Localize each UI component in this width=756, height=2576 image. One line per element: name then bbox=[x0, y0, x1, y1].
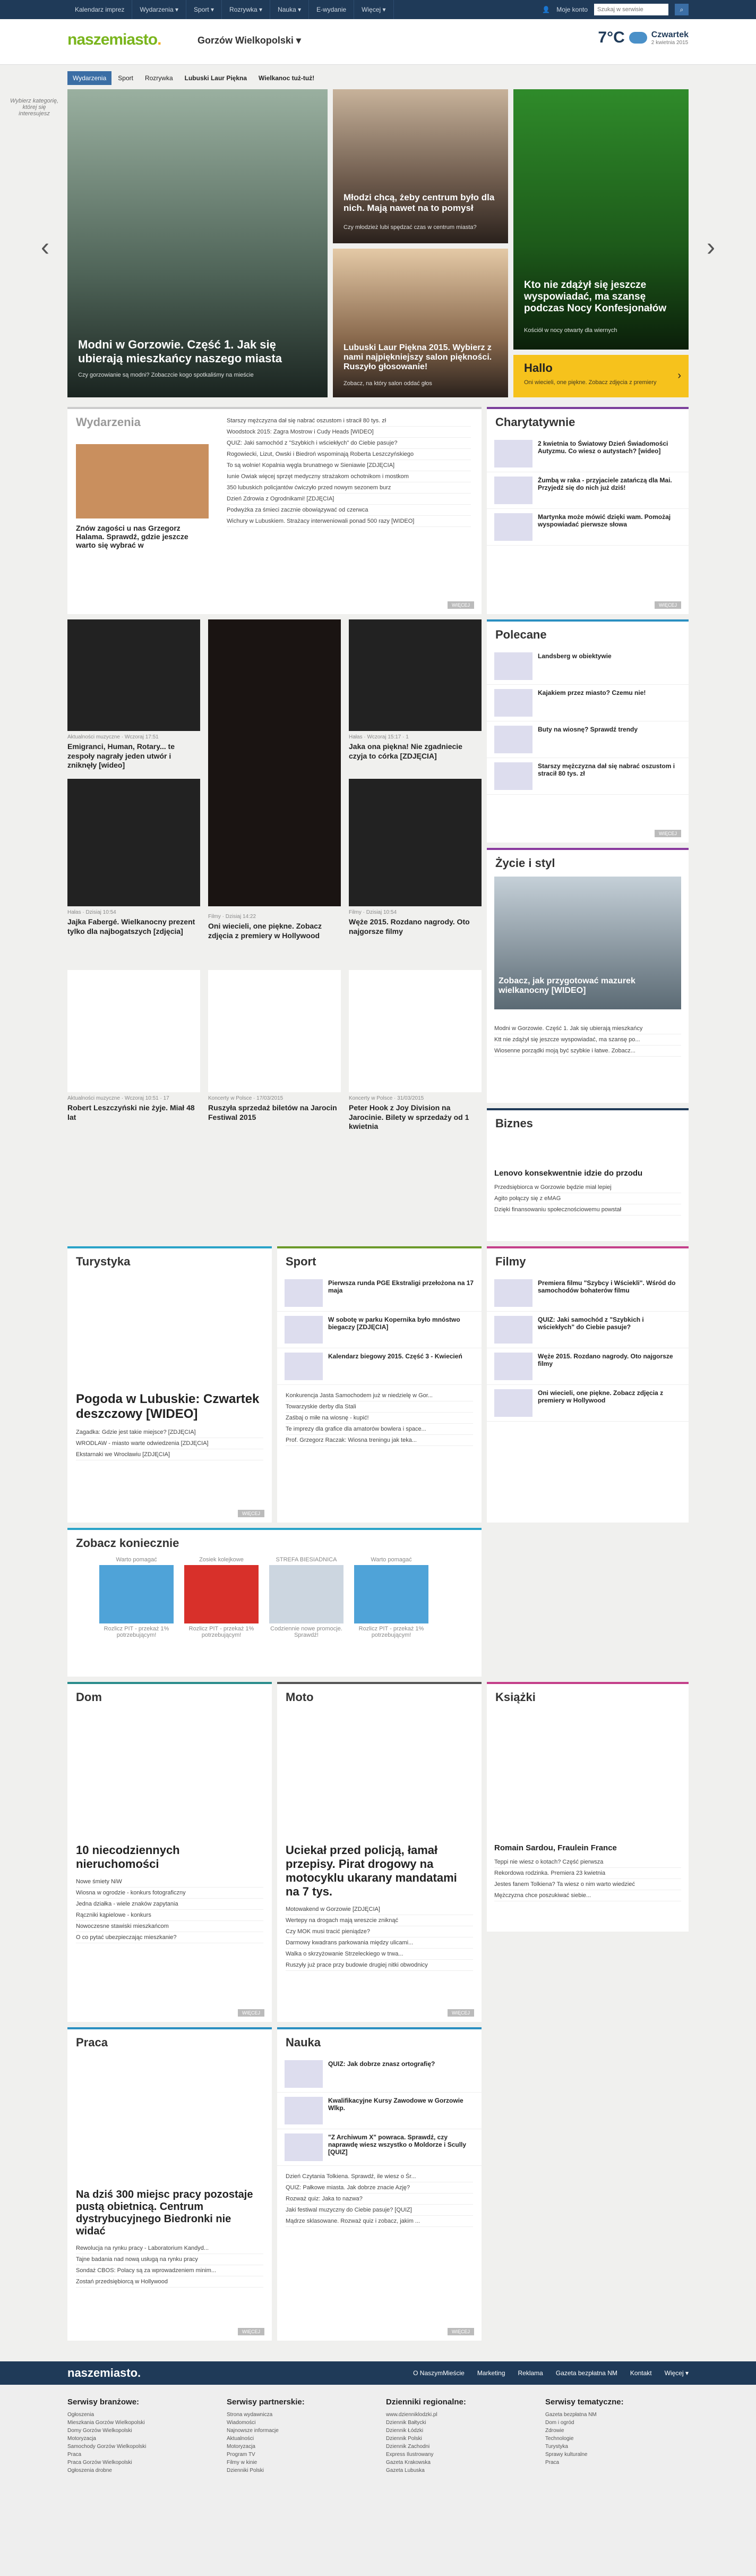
more-button[interactable]: WIĘCEJ bbox=[238, 2009, 264, 2017]
section-heading: Zobacz koniecznie bbox=[67, 1528, 482, 1557]
section-wydarzenia bbox=[67, 407, 482, 614]
list-item[interactable]: 2 kwietnia to Światowy Dzień Świadomości Autyzmu. Co wiesz o autystach? [wideo] bbox=[487, 436, 689, 472]
cloud-rain-icon bbox=[629, 32, 647, 44]
grid-card[interactable]: Aktualności muzyczne · Wczoraj 10:51 · 17 Robert Leszczyński nie żyje. Miał 48 lat bbox=[67, 970, 200, 1122]
more-button[interactable]: WIĘCEJ bbox=[448, 601, 474, 609]
section-heading: Książki bbox=[487, 1682, 689, 1711]
list-item[interactable]: Jestes fanem Tolkiena? Ta wiesz o nim warto wiedzieć bbox=[494, 1879, 681, 1890]
list-item[interactable]: Wiosenne porządki moją być szybkie i łatwe. Zobacz... bbox=[494, 1045, 681, 1057]
search-icon: ⌕ bbox=[680, 6, 684, 13]
list-item[interactable]: Węże 2015. Rozdano nagrody. Oto najgorsze filmy bbox=[487, 1348, 689, 1385]
footer-bar bbox=[0, 2361, 756, 2385]
list-item[interactable]: Konkurencja Jasta Samochodem już w niedzielę w Gor... bbox=[286, 1390, 473, 1401]
box-charytatywnie bbox=[487, 407, 689, 614]
footer-item[interactable]: Program TV bbox=[227, 2452, 255, 2458]
tab-rozrywka[interactable]: Rozrywka bbox=[144, 74, 173, 82]
list-item[interactable]: Teppi nie wiesz o kotach? Część pierwsza bbox=[494, 1857, 681, 1868]
grid-card[interactable]: Filmy · Dzisiaj 10:54 Węże 2015. Rozdano nagrody. Oto najgorsze filmy bbox=[349, 779, 482, 936]
hero-main[interactable] bbox=[67, 89, 328, 397]
list-item[interactable]: WRODLAW - miasto warte odwiedzenia [ZDJĘCIA] bbox=[76, 1438, 263, 1449]
list-item[interactable]: To są wolnie! Kopalnia węgla brunatnego w Sieniawie [ZDJĘCIA] bbox=[227, 460, 471, 471]
weather-date: 2 kwietnia 2015 bbox=[651, 39, 689, 46]
list-item[interactable]: Starszy mężczyzna dał się nabrać oszustom i stracił 80 tys. zł bbox=[487, 758, 689, 795]
hero-promo[interactable] bbox=[513, 355, 689, 397]
list-item[interactable]: Rewolucja na rynku pracy - Laboratorium Kandyd... bbox=[76, 2243, 263, 2254]
hero-tile-4[interactable] bbox=[513, 89, 689, 350]
more-button[interactable]: WIĘCEJ bbox=[655, 601, 681, 609]
section-heading: Polecane bbox=[487, 619, 689, 648]
tab-wydarzenia[interactable]: Wydarzenia bbox=[67, 71, 111, 85]
top-bar bbox=[0, 0, 756, 19]
list-item[interactable]: Rogowiecki, Lizut, Owski i Biedroń wspominają Roberta Leszczyńskiego bbox=[227, 449, 471, 460]
site-footer bbox=[0, 2361, 756, 2576]
footer-item[interactable]: Wiadomości bbox=[227, 2420, 256, 2426]
list-item[interactable]: QUIZ: Jak dobrze znasz ortografię? bbox=[277, 2056, 482, 2093]
list-item[interactable]: Ruszyły już prace przy budowie drugiej nitki obwodnicy bbox=[286, 1960, 473, 1971]
ksiazki-title[interactable]: Romain Sardou, Fraulein France bbox=[494, 1843, 617, 1852]
section-heading: Filmy bbox=[487, 1246, 689, 1275]
footer-item[interactable]: Ogłoszenia bbox=[67, 2412, 94, 2418]
weather-widget[interactable] bbox=[598, 29, 689, 47]
dom-title[interactable]: 10 niecodziennych nieruchomości bbox=[76, 1843, 180, 1871]
list-item[interactable]: Wertepy na drogach mają wreszcie zniknąć bbox=[286, 1915, 473, 1926]
section-moto bbox=[277, 1682, 482, 2022]
hero-tile-3-title: Lubuski Laur Piękna 2015. Wybierz z nami najpiękniejszy salon piękności. Ruszyło głosowanie! bbox=[343, 343, 492, 371]
section-heading: Nauka bbox=[277, 2027, 482, 2056]
section-heading: Wydarzenia bbox=[67, 407, 482, 436]
biznes-title[interactable]: Lenovo konsekwentnie idzie do przodu bbox=[494, 1169, 643, 1178]
footer-item[interactable]: Domy Gorzów Wielkopolski bbox=[67, 2428, 132, 2434]
section-nauka bbox=[277, 2027, 482, 2341]
top-nav-item[interactable]: Kalendarz imprez bbox=[67, 0, 132, 19]
list-item[interactable]: Zostań przedsiębiorcą w Hollywood bbox=[76, 2276, 263, 2288]
list-item[interactable]: Oni wiecieli, one piękne. Zobacz zdjęcia z premiery w Hollywood bbox=[487, 1385, 689, 1422]
footer-link[interactable]: Reklama bbox=[518, 2369, 543, 2377]
footer-item[interactable]: Dziennik Zachodni bbox=[386, 2444, 430, 2450]
list-item[interactable]: QUIZ: Jaki samochód z "Szybkich i wściekłych" do Ciebie pasuje? bbox=[227, 438, 471, 449]
box-polecane bbox=[487, 619, 689, 843]
list-item[interactable]: Jedna działka - wiele znaków zapytania bbox=[76, 1899, 263, 1910]
sport-list bbox=[286, 1390, 473, 1446]
box-ksiazki bbox=[487, 1682, 689, 1932]
grid-card[interactable]: Aktualności muzyczne · Wczoraj 17:51 Emigranci, Human, Rotary... te zespoły nagrały jeden utwór i zniknęły [wideo] bbox=[67, 619, 200, 770]
list-item[interactable]: Darmowy kwadrans parkowania między ulicami... bbox=[286, 1937, 473, 1949]
hero-tile-3-desc: Zobacz, na który salon oddać głos bbox=[343, 380, 432, 387]
top-right bbox=[542, 0, 689, 19]
hero-main-title: Modni w Gorzowie. Część 1. Jak się ubierają mieszkańcy naszego miasta bbox=[78, 338, 282, 365]
lead-image[interactable] bbox=[76, 444, 209, 518]
list-item[interactable]: Motowakend w Gorzowie [ZDJĘCIA] bbox=[286, 1904, 473, 1915]
list-item[interactable]: Woodstock 2015: Zagra Mostrow i Cudy Heads [WIDEO] bbox=[227, 427, 471, 438]
footer-item[interactable]: Dziennik Łódzki bbox=[386, 2428, 424, 2434]
section-heading: Sport bbox=[277, 1246, 482, 1275]
footer-column: Serwisy branżowe: Ogłoszenia Mieszkania Gorzów Wielkopolski Domy Gorzów Wielkopolski Motoryzacja Samochody Gorzów Wielkopolski Praca Praca Gorzów Wielkopolski Ogłoszenia drobne bbox=[67, 2398, 211, 2475]
list-item[interactable]: QUIZ: Pałkowe miasta. Jak dobrze znacie Azję? bbox=[286, 2182, 473, 2194]
list-item[interactable]: Nowe śmiety NiW bbox=[76, 1876, 263, 1888]
footer-item[interactable]: Aktualności bbox=[227, 2436, 254, 2442]
turystyka-list bbox=[76, 1427, 263, 1460]
footer-item[interactable]: Gazeta bezpłatna NM bbox=[545, 2412, 597, 2418]
footer-item[interactable]: Express Ilustrowany bbox=[386, 2452, 434, 2458]
hero-promo-title: Hallo bbox=[524, 361, 553, 375]
footer-item[interactable]: Motoryzacja bbox=[67, 2436, 96, 2442]
top-nav-item[interactable]: Więcej ▾ bbox=[354, 0, 393, 19]
category-nav bbox=[67, 69, 689, 87]
footer-item[interactable]: Technologie bbox=[545, 2436, 574, 2442]
hero-tile-4-title: Kto nie zdążył się jeszcze wyspowiadać, ma szansę podczas Nocy Konfesjonałów bbox=[524, 279, 667, 314]
footer-item[interactable]: Mieszkania Gorzów Wielkopolski bbox=[67, 2420, 145, 2426]
grid-card[interactable]: Filmy · Dzisiaj 14:22 Oni wiecieli, one piękne. Zobacz zdjęcia z premiery w Hollywood bbox=[208, 914, 322, 940]
list-item[interactable]: Buty na wiosnę? Sprawdź trendy bbox=[487, 721, 689, 758]
list-item[interactable]: Tajne badania nad nową usługą na rynku pracy bbox=[76, 2254, 263, 2265]
site-logo[interactable]: naszemiasto. bbox=[67, 31, 161, 48]
footer-item[interactable]: Dom i ogród bbox=[545, 2420, 574, 2426]
top-nav-item[interactable]: E-wydanie bbox=[309, 0, 354, 19]
footer-item[interactable]: Ogłoszenia drobne bbox=[67, 2468, 112, 2473]
search-button[interactable] bbox=[675, 4, 689, 15]
tab-laur[interactable]: Lubuski Laur Piękna bbox=[184, 74, 247, 82]
dom-list bbox=[76, 1876, 263, 1943]
search-input[interactable] bbox=[594, 4, 668, 15]
list-item[interactable]: Te imprezy dla grafice dla amatorów bowlera i space... bbox=[286, 1424, 473, 1435]
grid-card[interactable]: Hałas · Dzisiaj 10:54 Jajka Fabergé. Wielkanocny prezent tylko dla najbogatszych [zdjęcia] bbox=[67, 779, 200, 936]
section-turystyka bbox=[67, 1246, 272, 1523]
list-item[interactable]: QUIZ: Jaki samochód z "Szybkich i wściekłych" do Ciebie pasuje? bbox=[487, 1312, 689, 1348]
list-item[interactable]: Zaśbaj o miłe na wiosnę - kupić! bbox=[286, 1413, 473, 1424]
temperature: 7°C bbox=[598, 29, 625, 46]
section-zobacz bbox=[67, 1528, 482, 1677]
hero-tile-2-title: Młodzi chcą, żeby centrum było dla nich. Mają nawet na to pomysł bbox=[343, 192, 495, 213]
turystyka-title[interactable]: Pogoda w Lubuskie: Czwartek deszczowy [WIDEO] bbox=[76, 1392, 260, 1421]
tab-sport[interactable]: Sport bbox=[118, 74, 133, 82]
list-item[interactable]: Żumbą w raka - przyjaciele zatańczą dla Mai. Przyjedź się do nich już dziś! bbox=[487, 472, 689, 509]
more-button[interactable]: WIĘCEJ bbox=[448, 2009, 474, 2017]
list-item[interactable]: Towarzyskie derby dla Stali bbox=[286, 1401, 473, 1413]
ksiazki-list bbox=[494, 1857, 681, 1901]
grid-card[interactable] bbox=[208, 619, 341, 906]
footer-item[interactable]: www.dzienniklodzki.pl bbox=[386, 2412, 437, 2418]
weather-day: Czwartek bbox=[651, 30, 689, 39]
list-item[interactable]: Rekordowa rodzinka. Premiera 23 kwietnia bbox=[494, 1868, 681, 1879]
section-praca bbox=[67, 2027, 272, 2341]
lead-title[interactable]: Znów zagości u nas Grzegorz Halama. Sprawdź, gdzie jeszcze warto się wybrać w bbox=[76, 524, 188, 549]
footer-item[interactable]: Praca bbox=[545, 2460, 560, 2466]
list-item[interactable]: Starszy mężczyzna dał się nabrać oszustom i stracił 80 tys. zł bbox=[227, 415, 471, 427]
footer-item[interactable]: Dziennik Polski bbox=[386, 2436, 422, 2442]
footer-item[interactable]: Gazeta Krakowska bbox=[386, 2460, 431, 2466]
grid-card[interactable]: Hałas · Wczoraj 15:17 · 1 Jaka ona piękna! Nie zgadniecie czyja to córka [ZDJĘCIA] bbox=[349, 619, 482, 761]
city-selector[interactable]: Gorzów Wielkopolski ▾ bbox=[197, 35, 301, 46]
list-item[interactable]: Rozważ quiz: Jaka to nazwa? bbox=[286, 2194, 473, 2205]
footer-link[interactable]: Więcej ▾ bbox=[664, 2369, 689, 2377]
hero-tile-3[interactable] bbox=[333, 249, 508, 397]
list-item[interactable]: Modni w Gorzowie. Część 1. Jak się ubierają mieszkańcy bbox=[494, 1023, 681, 1034]
top-nav-item[interactable]: Nauka ▾ bbox=[270, 0, 309, 19]
zycie-list bbox=[494, 1023, 681, 1057]
section-heading: Turystyka bbox=[67, 1246, 272, 1275]
list-item[interactable]: "Z Archiwum X" powraca. Sprawdź, czy naprawdę wiesz wszystko o Moldorze i Scully [QUIZ] bbox=[277, 2129, 482, 2166]
section-heading: Dom bbox=[67, 1682, 272, 1711]
footer-column: Dzienniki regionalne: www.dzienniklodzki.pl Dziennik Bałtycki Dziennik Łódzki Dziennik Polski Dziennik Zachodni Express Ilustrowany Gazeta Krakowska Gazeta Lubuska bbox=[386, 2398, 529, 2475]
nauka-list bbox=[286, 2171, 473, 2227]
section-heading: Praca bbox=[67, 2027, 272, 2056]
list-item[interactable]: Jaki festiwal muzyczny do Ciebie pasuje? [QUIZ] bbox=[286, 2205, 473, 2216]
box-zycie bbox=[487, 848, 689, 1103]
list-item[interactable]: Kalendarz biegowy 2015. Część 3 - Kwiecień bbox=[277, 1348, 482, 1385]
more-button[interactable]: WIĘCEJ bbox=[448, 2328, 474, 2335]
list-item[interactable]: Podwyżka za śmieci zacznie obowiązywać od czerwca bbox=[227, 505, 471, 516]
top-nav-item[interactable]: Wydarzenia ▾ bbox=[132, 0, 186, 19]
list-item[interactable]: Ekstarnaki we Wrocławiu [ZDJĘCIA] bbox=[76, 1449, 263, 1460]
more-button[interactable]: WIĘCEJ bbox=[238, 2328, 264, 2335]
list-item[interactable]: Nowoczesne stawiski mieszkańcom bbox=[76, 1921, 263, 1932]
footer-item[interactable]: Gazeta Lubuska bbox=[386, 2468, 425, 2473]
list-item[interactable]: Premiera filmu "Szybcy i Wściekli". Wśród do samochodów bohaterów filmu bbox=[487, 1275, 689, 1312]
footer-item[interactable]: Dziennik Bałtycki bbox=[386, 2420, 426, 2426]
section-heading: Charytatywnie bbox=[487, 407, 689, 436]
section-heading: Życie i styl bbox=[487, 848, 689, 877]
hero-carousel bbox=[41, 89, 715, 397]
section-dom bbox=[67, 1682, 272, 2022]
promo-card[interactable]: Zosiek kolejkowe Rozlicz PIT - przekaż 1% potrzebującym! bbox=[184, 1557, 259, 1638]
hero-tile-2-desc: Czy młodzież lubi spędzać czas w centrum miasta? bbox=[343, 224, 477, 231]
list-item[interactable]: Kajakiem przez miasto? Czemu nie! bbox=[487, 685, 689, 721]
category-hint: Wybierz kategorię, której się interesujesz bbox=[10, 98, 59, 117]
top-nav bbox=[67, 0, 394, 19]
footer-item[interactable]: Zdrowie bbox=[545, 2428, 564, 2434]
list-item[interactable]: Kwalifikacyjne Kursy Zawodowe w Gorzowie Wlkp. bbox=[277, 2093, 482, 2129]
list-item[interactable]: Prof. Grzegorz Raczak: Wiosna treningu jak teka... bbox=[286, 1435, 473, 1446]
list-item[interactable]: Wiosna w ogrodzie - konkurs fotograficzny bbox=[76, 1888, 263, 1899]
hero-promo-desc: Oni wiecieli, one piękne. Zobacz zdjęcia z premiery bbox=[524, 379, 657, 386]
list-item[interactable]: Walka o skrzyżowanie Strzeleckiego w trwa... bbox=[286, 1949, 473, 1960]
moto-list bbox=[286, 1904, 473, 1971]
promo-card[interactable]: Warto pomagać Rozlicz PIT - przekaż 1% potrzebującym! bbox=[354, 1557, 428, 1638]
list-item[interactable]: Dzień Zdrowia z Ogrodnikami! [ZDJĘCIA] bbox=[227, 494, 471, 505]
biznes-list bbox=[494, 1182, 681, 1215]
praca-list bbox=[76, 2243, 263, 2288]
footer-item[interactable]: Filmy w kinie bbox=[227, 2460, 257, 2466]
media-grid bbox=[67, 619, 482, 1241]
footer-item[interactable]: Dzienniki Polski bbox=[227, 2468, 264, 2473]
list-item[interactable]: Martynka może mówić dzięki wam. Pomożaj wyspowiadać pierwsze słowa bbox=[487, 509, 689, 546]
top-nav-item[interactable]: Rozrywka ▾ bbox=[222, 0, 270, 19]
list-item[interactable]: Iunie Owiak więcej sprzęt medyczny strażakom ochotnikom i mostkom bbox=[227, 471, 471, 482]
section-heading: Moto bbox=[277, 1682, 482, 1711]
top-nav-item[interactable]: Sport ▾ bbox=[186, 0, 222, 19]
my-account-link[interactable]: Moje konto bbox=[556, 6, 588, 13]
tab-wielkanoc[interactable]: Wielkanoc tuż-tuż! bbox=[259, 74, 315, 82]
list-item[interactable]: Mężczyzna chce poszukiwać siebie... bbox=[494, 1890, 681, 1901]
footer-item[interactable]: Sprawy kulturalne bbox=[545, 2452, 588, 2458]
promo-card[interactable]: Warto pomagać Rozlicz PIT - przekaż 1% potrzebującym! bbox=[99, 1557, 174, 1638]
more-button[interactable]: WIĘCEJ bbox=[655, 830, 681, 837]
news-list bbox=[227, 415, 471, 527]
praca-title[interactable]: Na dziś 300 miejsc pracy pozostaje pustą obietnicą. Centrum dystrybucyjnego Biedronki nie widać bbox=[76, 2189, 253, 2237]
list-item[interactable]: 350 lubuskich policjantów ćwiczyło przed nowym sezonem burz bbox=[227, 482, 471, 494]
footer-link[interactable]: Kontakt bbox=[630, 2369, 652, 2377]
promo-card[interactable]: STREFA BIESIADNICA Codziennie nowe promocje. Sprawdź! bbox=[269, 1557, 343, 1638]
list-item[interactable]: Agito połączy się z eMAG bbox=[494, 1193, 681, 1204]
section-heading: Biznes bbox=[487, 1108, 689, 1137]
list-item[interactable]: O co pytać ubezpieczając mieszkanie? bbox=[76, 1932, 263, 1943]
site-header bbox=[0, 19, 756, 65]
hero-tile-4-desc: Kościół w nocy otwarty dla wiernych bbox=[524, 327, 617, 334]
chevron-right-icon: › bbox=[677, 370, 681, 381]
footer-item[interactable]: Najnowsze informacje bbox=[227, 2428, 279, 2434]
list-item[interactable]: W sobotę w parku Kopernika było mnóstwo biegaczy [ZDJĘCIA] bbox=[277, 1312, 482, 1348]
grid-card[interactable]: Koncerty w Polsce · 17/03/2015 Ruszyła sprzedaż biletów na Jarocin Festiwal 2015 bbox=[208, 970, 341, 1122]
footer-item[interactable]: Motoryzacja bbox=[227, 2444, 255, 2450]
more-button[interactable]: WIĘCEJ bbox=[238, 1510, 264, 1517]
footer-item[interactable]: Praca bbox=[67, 2452, 82, 2458]
footer-column: Serwisy partnerskie: Strona wydawnicza Wiadomości Najnowsze informacje Aktualności Motoryzacja Program TV Filmy w kinie Dzienniki Polski bbox=[227, 2398, 370, 2475]
list-item[interactable]: Landsberg w obiektywie bbox=[487, 648, 689, 685]
list-item[interactable]: Przedsiębiorca w Gorzowie będzie miał lepiej bbox=[494, 1182, 681, 1193]
footer-link[interactable]: Gazeta bezpłatna NM bbox=[555, 2369, 617, 2377]
list-item[interactable]: Rączniki kąpielowe - konkurs bbox=[76, 1910, 263, 1921]
list-item[interactable]: Dzień Czytania Tolkiena. Sprawdź, ile wiesz o Śr... bbox=[286, 2171, 473, 2182]
footer-item[interactable]: Turystyka bbox=[545, 2444, 568, 2450]
footer-link[interactable]: O NaszymMieście bbox=[413, 2369, 465, 2377]
list-item[interactable]: Pierwsza runda PGE Ekstraligi przełożona na 17 maja bbox=[277, 1275, 482, 1312]
list-item[interactable]: Sondaż CBOS: Polacy są za wprowadzeniem minim... bbox=[76, 2265, 263, 2276]
list-item[interactable]: Zagadka: Gdzie jest takie miejsce? [ZDJĘCIA] bbox=[76, 1427, 263, 1438]
carousel-next-icon[interactable]: › bbox=[707, 233, 715, 261]
list-item[interactable]: Dzięki finansowaniu społecznościowemu powstał bbox=[494, 1204, 681, 1215]
footer-item[interactable]: Samochody Gorzów Wielkopolski bbox=[67, 2444, 147, 2450]
section-sport bbox=[277, 1246, 482, 1523]
footer-column: Serwisy tematyczne: Gazeta bezpłatna NM Dom i ogród Zdrowie Technologie Turystyka Sprawy kulturalne Praca bbox=[545, 2398, 689, 2475]
footer-link[interactable]: Marketing bbox=[477, 2369, 505, 2377]
list-item[interactable]: Czy MOK musi tracić pieniądze? bbox=[286, 1926, 473, 1937]
grid-card[interactable]: Koncerty w Polsce · 31/03/2015 Peter Hook z Joy Division na Jarocinie. Bilety w sprzedaży od 1 kwietnia bbox=[349, 970, 482, 1132]
carousel-prev-icon[interactable]: ‹ bbox=[41, 233, 49, 261]
user-icon: 👤 bbox=[542, 6, 551, 13]
box-filmy bbox=[487, 1246, 689, 1523]
footer-logo[interactable]: naszemiasto. bbox=[67, 2366, 141, 2379]
hero-main-desc: Czy gorzowianie są modni? Zobaczcie kogo spotkaliśmy na mieście bbox=[78, 372, 254, 378]
footer-columns bbox=[67, 2398, 689, 2475]
footer-item[interactable]: Praca Gorzów Wielkopolski bbox=[67, 2460, 132, 2466]
list-item[interactable]: Mądrze sklasowane. Rozważ quiz i zobacz, jakim ... bbox=[286, 2216, 473, 2227]
list-item[interactable]: Wichury w Lubuskiem. Strażacy interweniowali ponad 500 razy [WIDEO] bbox=[227, 516, 471, 527]
moto-title[interactable]: Uciekał przed policją, łamał przepisy. Pirat drogowy na motocyklu ukarany mandatami na 7 tys. bbox=[286, 1843, 457, 1898]
list-item[interactable]: Ktt nie zdążył się jeszcze wyspowiadać, ma szansę po... bbox=[494, 1034, 681, 1045]
main-content bbox=[10, 69, 715, 2334]
hero-tile-2[interactable] bbox=[333, 89, 508, 243]
zycie-title[interactable]: Zobacz, jak przygotować mazurek wielkanocny [WIDEO] bbox=[499, 976, 635, 995]
box-biznes bbox=[487, 1108, 689, 1241]
footer-item[interactable]: Strona wydawnicza bbox=[227, 2412, 273, 2418]
